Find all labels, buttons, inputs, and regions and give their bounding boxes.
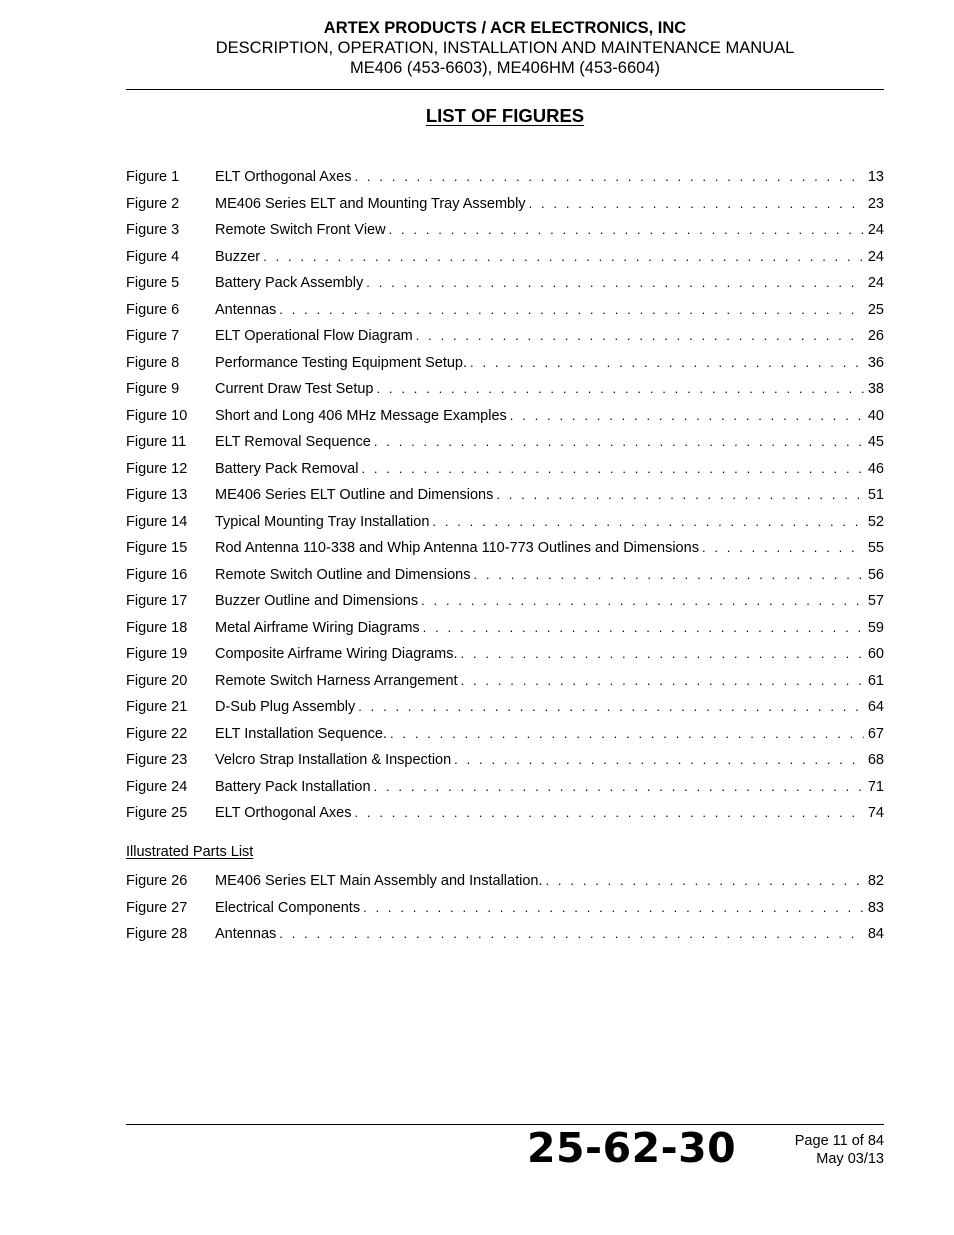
figure-title: Metal Airframe Wiring Diagrams [215,619,420,636]
figure-entry[interactable] [126,355,884,382]
dot-leader [421,593,864,608]
figure-entry[interactable] [126,779,884,806]
figure-page-number: 24 [867,222,884,238]
figure-page-number: 68 [867,752,884,768]
figure-page-number: 40 [867,407,884,424]
dot-leader [363,900,864,915]
figure-number: Figure 6 [126,301,180,318]
model-numbers: ME406 (453-6603), ME406HM (453-6604) [350,59,660,77]
figure-title: ELT Operational Flow Diagram [215,328,413,344]
figure-number: Figure 12 [126,460,188,477]
dot-leader [390,726,864,741]
dot-leader [355,805,864,820]
figure-page-number: 59 [867,619,884,636]
figure-page-number: 84 [867,926,884,942]
figure-title: Rod Antenna 110-338 and Whip Antenna 110-773 Outlines and Dimensions [215,540,699,556]
figure-page-number: 64 [867,699,884,715]
figure-title: ME406 Series ELT Outline and Dimensions [215,487,494,503]
figure-entry[interactable] [126,593,884,620]
dot-leader [461,646,864,661]
figure-entry[interactable] [126,275,884,302]
figure-title: Composite Airframe Wiring Diagrams. [215,646,458,662]
figure-number: Figure 2 [126,195,180,212]
figure-title: Remote Switch Front View [215,222,386,238]
figure-number: Figure 26 [126,873,188,889]
figure-page-number: 23 [867,195,884,212]
figure-title: Battery Pack Installation [215,778,371,795]
figure-page-number: 82 [867,873,884,889]
footer-rule [126,1124,884,1125]
figure-number: Figure 21 [126,699,188,715]
dot-leader [279,302,864,317]
figure-title: ME406 Series ELT and Mounting Tray Assembly [215,195,526,212]
figure-title: D-Sub Plug Assembly [215,699,356,715]
figure-entry[interactable] [126,249,884,276]
figure-number: Figure 14 [126,513,188,530]
figure-number: Figure 11 [126,434,187,450]
dot-leader [366,275,864,290]
figure-entry[interactable] [126,805,884,832]
figure-entry[interactable] [126,514,884,541]
figure-number: Figure 24 [126,778,188,795]
document-header [126,18,884,78]
dot-leader [470,355,864,370]
figure-number: Figure 22 [126,725,188,742]
figure-number: Figure 5 [126,275,180,291]
figure-number: Figure 28 [126,926,188,942]
figure-entry[interactable] [126,567,884,594]
dot-leader [374,434,864,449]
figure-page-number: 25 [867,301,884,318]
figure-title: ELT Removal Sequence [215,434,371,450]
figure-page-number: 74 [867,805,884,821]
dot-leader [361,461,863,476]
figure-entry[interactable] [126,673,884,700]
figure-page-number: 61 [867,672,884,689]
figure-entry[interactable] [126,381,884,408]
figure-entry[interactable] [126,461,884,488]
figure-page-number: 52 [867,513,884,530]
page-title: LIST OF FIGURES [425,105,585,126]
figure-page-number: 67 [867,725,884,742]
figure-title: Battery Pack Assembly [215,275,364,291]
dot-leader [374,779,864,794]
figure-page-number: 55 [867,540,884,556]
figure-number: Figure 27 [126,899,188,916]
figure-title: Short and Long 406 MHz Message Examples [215,407,507,424]
page-info [795,1132,884,1168]
figure-page-number: 13 [867,169,884,185]
figure-number: Figure 10 [126,407,188,424]
dot-leader [473,567,863,582]
revision-date: May 03/13 [816,1151,884,1167]
figure-number: Figure 16 [126,566,188,583]
figure-page-number: 36 [867,354,884,371]
figure-title: Antennas [215,926,277,942]
figure-entry[interactable] [126,434,884,461]
figure-entry[interactable] [126,487,884,514]
figure-entry[interactable] [126,408,884,435]
figure-number: Figure 3 [126,222,180,238]
figure-number: Figure 20 [126,672,188,689]
illustrated-parts-list-heading: Illustrated Parts List [126,844,254,860]
figure-title: ELT Installation Sequence. [215,725,387,742]
figure-page-number: 24 [867,275,884,291]
dot-leader [529,196,864,211]
dot-leader [389,222,864,237]
figure-title: ME406 Series ELT Main Assembly and Installation. [215,873,543,889]
figure-title: ELT Orthogonal Axes [215,169,352,185]
figure-number: Figure 8 [126,354,180,371]
company-name: ARTEX PRODUCTS / ACR ELECTRONICS, INC [323,19,687,37]
figure-number: Figure 13 [126,487,188,503]
figure-entry[interactable] [126,328,884,355]
dot-leader [546,873,864,888]
figure-page-number: 57 [867,593,884,609]
dot-leader [279,926,864,941]
dot-leader [510,408,864,423]
figure-number: Figure 18 [126,619,188,636]
figure-page-number: 46 [867,460,884,477]
figure-number: Figure 17 [126,593,188,609]
figure-page-number: 24 [867,248,884,265]
figure-title: Velcro Strap Installation & Inspection [215,752,452,768]
figure-entry[interactable] [126,620,884,647]
figure-entry[interactable] [126,926,884,953]
figure-entry[interactable] [126,900,884,927]
figure-page-number: 51 [867,487,884,503]
figure-title: ELT Orthogonal Axes [215,805,352,821]
figure-entry[interactable] [126,752,884,779]
figure-title: Remote Switch Outline and Dimensions [215,566,471,583]
manual-title: DESCRIPTION, OPERATION, INSTALLATION AND MAINTENANCE MANUAL [215,39,795,57]
figure-entry[interactable] [126,726,884,753]
figure-entry[interactable] [126,302,884,329]
figure-title: Performance Testing Equipment Setup. [215,354,468,371]
figure-entry[interactable] [126,540,884,567]
figure-page-number: 56 [867,566,884,583]
dot-leader [454,752,864,767]
figure-entry[interactable] [126,196,884,223]
figure-page-number: 71 [867,778,884,795]
dot-leader [358,699,864,714]
figure-title: Battery Pack Removal [215,460,359,477]
figure-page-number: 38 [867,381,884,397]
figure-title: Remote Switch Harness Arrangement [215,672,458,689]
dot-leader [432,514,863,529]
page-number: Page 11 of 84 [794,1133,884,1149]
figure-page-number: 26 [867,328,884,344]
dot-leader [496,487,864,502]
document-number: 25-62-30 [527,1124,737,1172]
dot-leader [423,620,864,635]
figure-title: Typical Mounting Tray Installation [215,513,430,530]
figure-page-number: 60 [867,646,884,662]
figure-page-number: 45 [867,434,884,450]
figure-number: Figure 4 [126,248,180,265]
figure-title: Buzzer Outline and Dimensions [215,593,419,609]
dot-leader [263,249,864,264]
dot-leader [461,673,864,688]
figure-entry[interactable] [126,222,884,249]
figure-entry[interactable] [126,699,884,726]
figure-number: Figure 23 [126,752,188,768]
figure-number: Figure 15 [126,540,188,556]
figure-title: Buzzer [215,248,261,265]
ipl-figures-list [126,873,884,953]
figures-list [126,169,884,832]
header-rule [126,89,884,90]
dot-leader [355,169,864,184]
dot-leader [377,381,864,396]
figure-number: Figure 19 [126,646,188,662]
figure-entry[interactable] [126,646,884,673]
figure-page-number: 83 [867,899,884,916]
figure-title: Electrical Components [215,899,361,916]
dot-leader [702,540,864,555]
figure-title: Current Draw Test Setup [215,381,374,397]
figure-number: Figure 7 [126,328,180,344]
figure-number: Figure 1 [126,169,180,185]
figure-entry[interactable] [126,169,884,196]
figure-number: Figure 25 [126,805,188,821]
figure-title: Antennas [215,301,277,318]
figure-number: Figure 9 [126,381,180,397]
figure-entry[interactable] [126,873,884,900]
dot-leader [416,328,864,343]
